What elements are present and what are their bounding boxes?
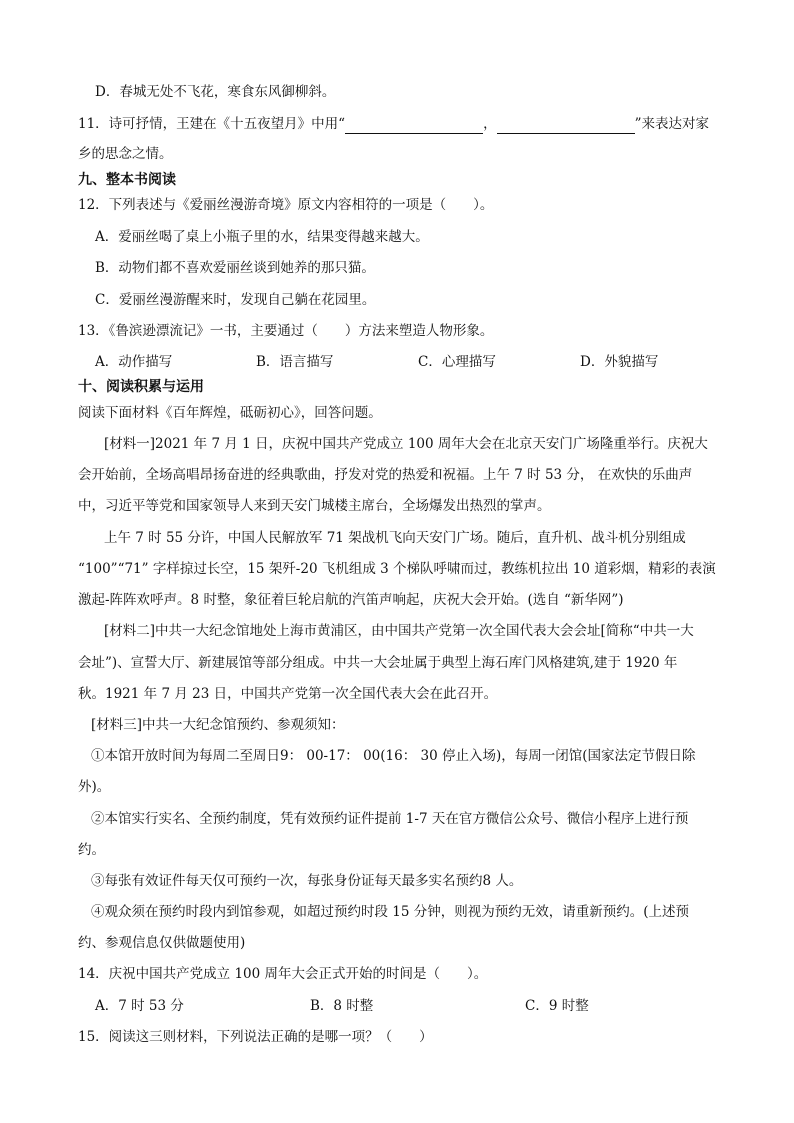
material1-line: 上午 7 时 55 分许，中国人民解放军 71 架战机飞向天安门广场。随后，直升机、战斗机分别组成 <box>104 530 686 546</box>
q11-comma: ， <box>483 116 497 132</box>
material2-line: [材料二]中共一大纪念馆地处上海市黄浦区，由中国共产党第一次全国代表大会会址[简称“中共一大 <box>104 623 694 639</box>
q11-line1 <box>78 114 709 134</box>
q14-stem: 14．庆祝中国共产党成立 100 周年大会正式开始的时间是（ ）。 <box>78 966 488 982</box>
q14-option-b: B．8 时整 <box>310 998 374 1014</box>
q13-stem: 13．《鲁滨逊漂流记》一书，主要通过（ ）方法来塑造人物形象。 <box>78 323 494 339</box>
reading-intro: 阅读下面材料《百年辉煌，砥砺初心》，回答问题。 <box>78 405 382 421</box>
material1-line: 会开始前，全场高唱昂扬奋进的经典歌曲，抒发对党的热爱和祝福。上午 7 时 53 分， 在欢快的乐曲声 <box>78 467 693 483</box>
material3-item-2-cont: 约。 <box>78 842 105 858</box>
q13-option-d: D．外貌描写 <box>580 354 659 370</box>
q12-option-a: A．爱丽丝喝了桌上小瓶子里的水，结果变得越来越大。 <box>95 229 429 245</box>
material1-line: 激起-阵阵欢呼声。8 时整，象征着巨轮启航的汽笛声响起，庆祝大会开始。(选自 “新华网”) <box>78 592 624 608</box>
q13-option-c: C．心理描写 <box>418 354 496 370</box>
q11-blank-2[interactable] <box>497 117 635 134</box>
material1-line: [材料一]2021 年 7 月 1 日，庆祝中国共产党成立 100 周年大会在北京天安门广场隆重举行。庆祝大 <box>104 436 708 452</box>
material3-item-2: ②本馆实行实名、全预约制度，凭有效预约证件提前 1-7 天在官方微信公众号、微信小程序上进行预 <box>91 811 689 827</box>
q13-option-a: A．动作描写 <box>95 354 173 370</box>
q11-blank-1[interactable] <box>345 117 483 134</box>
material3-item-1: ①本馆开放时间为每周二至周日9： 00-17： 00(16： 30 停止入场)，每周一闭馆(国家法定节假日除 <box>91 748 696 764</box>
q14-option-a: A．7 时 53 分 <box>95 998 184 1014</box>
q12-option-c: C．爱丽丝漫游醒来时，发现自己躺在花园里。 <box>95 292 376 308</box>
q11-prefix: 11．诗可抒情，王建在《十五夜望月》中用“ <box>78 116 346 132</box>
q10-option-d: D．春城无处不飞花，寒食东风御柳斜。 <box>95 84 336 100</box>
section10-title: 十、阅读积累与运用 <box>78 379 204 395</box>
material3-item-3: ③每张有效证件每天仅可预约一次，每张身份证每天最多实名预约8 人。 <box>91 873 523 889</box>
q11-line2: 乡的思念之情。 <box>78 146 173 162</box>
material3-item-1-cont: 外)。 <box>78 779 111 795</box>
q12-stem: 12．下列表述与《爱丽丝漫游奇境》原文内容相符的一项是（ ）。 <box>78 197 494 213</box>
material2-line: 秋。1921 年 7 月 23 日，中国共产党第一次全国代表大会在此召开。 <box>78 686 498 702</box>
material3-item-4-cont: 约、参观信息仅供做题使用) <box>78 935 246 951</box>
material3-title: [材料三]中共一大纪念馆预约、参观须知： <box>91 717 345 733</box>
material1-line: 中，习近平等党和国家领导人来到天安门城楼主席台，全场爆发出热烈的掌声。 <box>78 498 551 514</box>
q15-stem: 15．阅读这三则材料，下列说法正确的是哪一项？（ ） <box>78 1029 433 1045</box>
section9-title: 九、整本书阅读 <box>78 172 176 188</box>
q11-suffix: ”来表达对家 <box>634 116 709 132</box>
material1-line: “100”“71” 字样掠过长空，15 架歼-20 飞机组成 3 个梯队呼啸而过，教练机拉出 10 道彩烟，精彩的表演 <box>78 561 716 577</box>
q12-option-b: B．动物们都不喜欢爱丽丝谈到她养的那只猫。 <box>95 260 375 276</box>
material2-line: 会址”)、宣誓大厅、新建展馆等部分组成。中共一大会址属于典型上海石库门风格建筑,建于 1920 年 <box>78 655 678 671</box>
q13-option-b: B．语言描写 <box>256 354 334 370</box>
material3-item-4: ④观众须在预约时段内到馆参观，如超过预约时段 15 分钟，则视为预约无效，请重新预约。(上述预 <box>91 904 690 920</box>
q14-option-c: C．9 时整 <box>525 998 589 1014</box>
